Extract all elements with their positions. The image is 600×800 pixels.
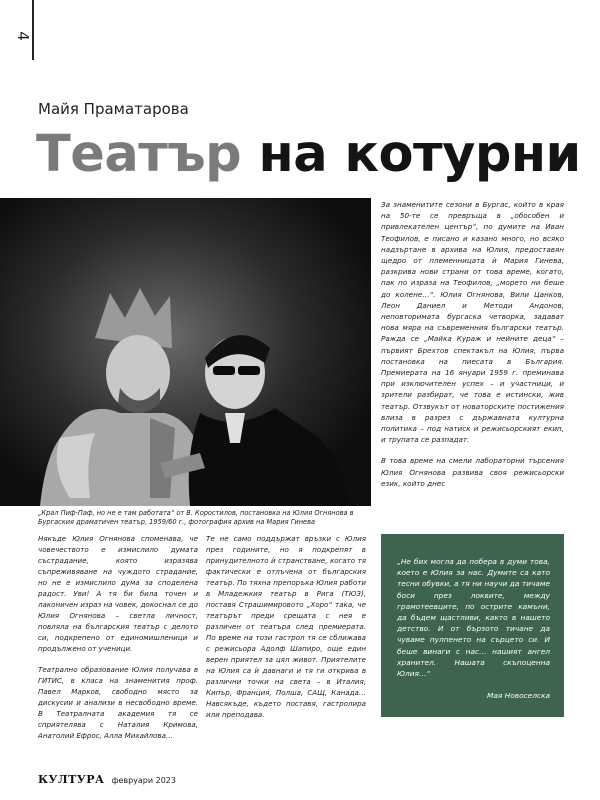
- pull-quote-author: Мая Новоселска: [486, 691, 550, 701]
- paragraph: За знаменитите сезони в Бургас, който в края на 50-те се превръща в „обособен и привлекателен център“, по думите на Иван Теофилов, е писано и казано много, но всяко надзъртане в архива на Юлия, предоставян щедро от племенницата ѝ Мария Гинева, разкрива нови страни от това време, когато, пак по израза на Теофилов, „морето ни беше до колене…“. Юлия Огнянова, Вили Цанков, Леон Даниел и Методи Андонов, неповторимата бургаска четворка, задават нова мяра на съвременния български театър. Ражда се „Майка Кураж и нейните деца“ – първият Брехтов спектакъл на Юлия, първа постановка на пиесата в България. Премиерата на 16 януари 1959 г. преминава при изключителен успех – и участници, и зрители разбират, че това е истински, жив театър. Отзвукът от новаторските постижения влиза в разрез с държавната културна политика – под натиск и режисьорският екип, и трупата се разпадат.: [381, 200, 564, 445]
- edge-rule: [32, 0, 34, 60]
- page-number: 4: [14, 31, 32, 41]
- paragraph: Те не само поддържат връзки с Юлия през годините, но я подкрепят в принудителното ѝ странстване, когато тя фактически е отлъчена от българския театър. По тяхна препоръка Юлия работи в Младежкия театър в Рига (ТЮЗ), поставя Страшимировото „Хоро“ така, че театърът преди срещата с нея е различен от театъра след премиерата. По време на този гастрол тя се сближава с режисьора Адолф Шапиро, още един верен приятел за цял живот. Приятелите на Юлия са ѝ давнаги и тя ги открива в различни точки на света – в Италия, Кипър, Франция, Полша, САЩ, Канада… Навсякъде, където поставя, гастролира или преподава.: [206, 534, 366, 719]
- article-headline: [36, 124, 581, 186]
- pull-quote-text: „Не бих могла да поберa в думи това, което е Юлия за нас. Думите са като тесни обувки, а тя ни научи да тичаме боси през локвите, между грамотеевците, по острите камъни, да бъдем щастливи, както в нашето детство. И от бързото тичане да чуваме пулпенето на сърцето си. И беше винаги с нас… нашият ангел хранител. Нашата скъпоценна Юлия…“: [397, 557, 550, 679]
- theatre-scene-illustration: [0, 198, 371, 506]
- article-photo: [0, 198, 371, 506]
- left-column: [38, 533, 198, 751]
- pull-quote-box: [381, 534, 564, 717]
- magazine-brand: КУЛТУРА: [38, 773, 105, 786]
- issue-date: февруари 2023: [111, 776, 176, 785]
- right-column: [381, 199, 564, 499]
- paragraph: Театрално образование Юлия получава в ГИТИС, в класа на знаменития проф. Павел Марков, свободно място за дискусии и анализи в несвободно време. В Театралната академия тя се сприятелява с Наталия Кримова, Анатолий Ефрос, Алла Михайлова…: [38, 665, 198, 740]
- article-author: Майя Праматарова: [38, 100, 189, 118]
- middle-column: [206, 533, 366, 730]
- paragraph: В това време на смели лабораторни търсения Юлия Огнянова развива своя режисьорски език, който днес: [381, 456, 564, 488]
- page-footer: [38, 768, 176, 787]
- paragraph: Някъде Юлия Огнянова споменава, че човечеството е измислило думата състрадание, която изразява съпреживяване на чуждото страдание, но не е измислило дума за споделена радост. Уви! А тя би била точен и лаконичен израз на човек, докоснал се до Юлия Огнянова – светла личност, повляла на българския театър с делото си, подкрепено от единомишленици и продължено от ученици.: [38, 534, 198, 653]
- photo-caption: „Крал Пиф-Паф, но не е там работата“ от В. Коростилов, постановка на Юлия Огнянова в Бургаския драматичен театър, 1959/60 г., фотография архив на Мария Гинева: [38, 509, 354, 526]
- headline-part-2: на котурни: [258, 125, 581, 184]
- headline-part-1: Театър: [36, 125, 242, 184]
